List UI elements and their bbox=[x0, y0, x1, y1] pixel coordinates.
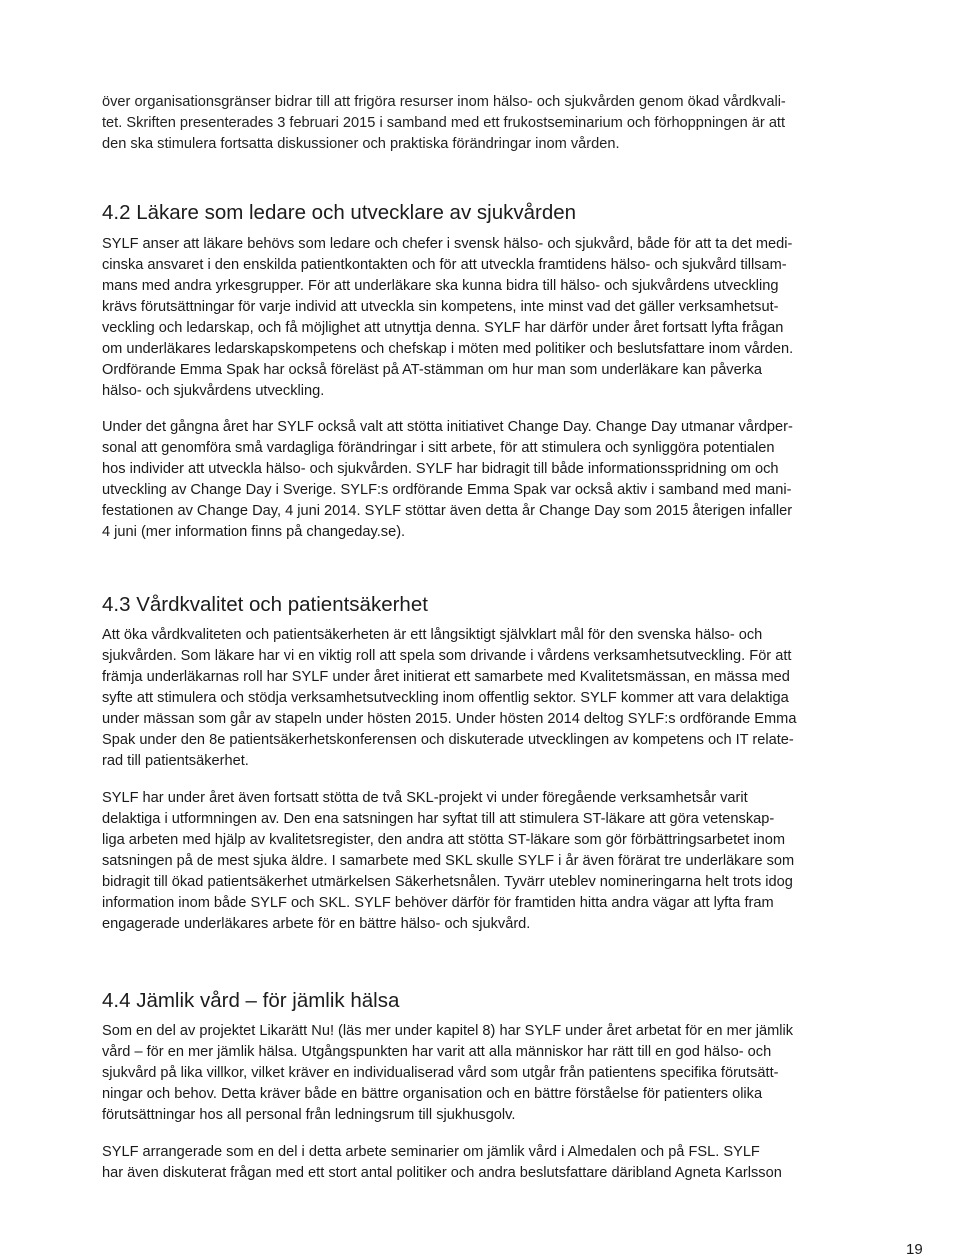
section-title-4-4: 4.4 Jämlik vård – för jämlik hälsa bbox=[102, 989, 400, 1012]
page-content bbox=[102, 92, 870, 1184]
section-4-4-paragraph-1: Som en del av projektet Likarätt Nu! (läs mer under kapitel 8) har SYLF under året arbetat för en mer jämlik vård – för en mer jämlik hälsa. Utgångspunkten har varit att alla människor har rätt till en god hälso- och sjukvård på lika villkor, vilket kräver en individualiserad vård som utgår från patientens specifika förutsätt- ningar och behov. Detta kräver både en bättre organisation och en bättre förståelse för patienters olika förutsättningar hos all personal från ledningsrum till sjukhusgolv. bbox=[102, 1023, 794, 1123]
section-4-2-paragraph-1: SYLF anser att läkare behövs som ledare och chefer i svensk hälso- och sjukvård, både för att ta det medi- cinska ansvaret i den enskilda patientkontakten och för att utveckla framtidens hälso- och sjukvård tillsam- mans med andra yrkesgrupper. För att underläkare ska kunna bidra till hälso- och sjukvårdens utveckling krävs förutsättningar för varje individ att utveckla sin kompetens, inte minst vad det gäller verksamhetsut- veckling och ledarskap, och få möjlighet att utnyttja denna. SYLF har därför under året fortsatt lyfta frågan om underläkares ledarskapskompetens och chefskap i möten med politiker och beslutsfattare inom vården. Ordförande Emma Spak har också föreläst på AT-stämman om hur man som underläkare kan påverka hälso- och sjukvårdens utveckling. bbox=[102, 236, 794, 399]
section-4-4-paragraph-2: SYLF arrangerade som en del i detta arbete seminarier om jämlik vård i Almedalen och på FSL. SYLF har även diskuterat frågan med ett stort antal politiker och andra beslutsfattare däribland Agneta Karlsson bbox=[102, 1144, 782, 1181]
section-title-4-2: 4.2 Läkare som ledare och utvecklare av sjukvården bbox=[102, 201, 577, 224]
section-4-3-paragraph-1: Att öka vårdkvaliteten och patientsäkerheten är ett långsiktigt självklart mål för den svenska hälso- och sjukvården. Som läkare har vi en viktig roll att spela som drivande i vårdens verksamhetsutveckling. För att främja underläkarnas roll har SYLF under året initierat ett samarbete med Kvalitetsmässan, en mässa med syfte att stimulera och stödja verksamhetsutveckling inom offentlig sektor. SYLF kommer att vara delaktiga under mässan som går av stapeln under hösten 2015. Under hösten 2014 deltog SYLF:s ordförande Emma Spak under den 8e patientsäkerhetskonferensen och diskuterade utvecklingen av kompetens och IT relate- rad till patientsäkerhet. bbox=[102, 627, 797, 769]
section-4-3-paragraph-2: SYLF har under året även fortsatt stötta de två SKL-projekt vi under föregående verksamhetsår varit delaktiga i utformningen av. Den ena satsningen har syftat till att stimulera ST-läkare att göra vetenskap- liga arbeten med hjälp av kvalitetsregister, den andra att stötta ST-läkare som gör förbättringsarbetet inom satsningen på de mest sjuka äldre. I samarbete med SKL skulle SYLF i år även förärat tre underläkare som bidragit till ökad patientsäkerhet utmärkelsen Säkerhetsnålen. Tyvärr uteblev nomineringarna helt trots idog information inom både SYLF och SKL. SYLF behöver därför för framtiden hitta andra vägar att lyfta fram engagerade underläkares arbete för en bättre hälso- och sjukvård. bbox=[102, 790, 795, 932]
section-4-2-paragraph-2: Under det gångna året har SYLF också valt att stötta initiativet Change Day. Change Day utmanar vårdper- sonal att genomföra små vardagliga förändringar i sitt arbete, för att stimulera och synliggöra potentialen hos individer att utveckla hälso- och sjukvården. SYLF har bidragit till både informationsspridning om och utveckling av Change Day i Sverige. SYLF:s ordförande Emma Spak var också aktiv i samband med mani- festationen av Change Day, 4 juni 2014. SYLF stöttar även detta år Change Day som 2015 återigen infaller 4 juni (mer information finns på changeday.se). bbox=[102, 419, 793, 540]
page-number: 19 bbox=[906, 1241, 923, 1258]
intro-paragraph: över organisationsgränser bidrar till att frigöra resurser inom hälso- och sjukvården genom ökad vårdkvali- tet. Skriften presenterades 3 februari 2015 i samband med ett frukostseminarium och förhoppningen är att den ska stimulera fortsatta diskussioner och praktiska förändringar inom vården. bbox=[102, 94, 786, 152]
section-title-4-3: 4.3 Vårdkvalitet och patientsäkerhet bbox=[102, 593, 428, 616]
